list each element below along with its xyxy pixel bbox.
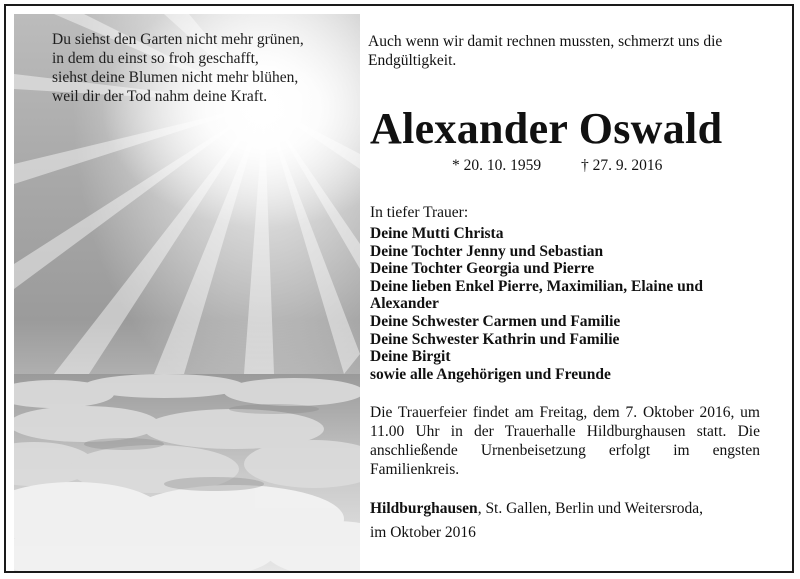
mourners-list: [370, 225, 756, 383]
place-rest: , St. Gallen, Berlin und Weitersroda,: [477, 500, 704, 517]
obituary-frame: [4, 4, 794, 573]
mourner-line: Deine lieben Enkel Pierre, Maximilian, Elaine und Alexander: [370, 277, 703, 313]
mourner-line: Deine Tochter Georgia und Pierre: [370, 260, 595, 278]
poem-line: weil dir der Tod nahm deine Kraft.: [52, 88, 268, 105]
place-date: im Oktober 2016: [370, 524, 476, 541]
mourner-line: Deine Mutti Christa: [370, 225, 504, 242]
mourner-line: Deine Schwester Carmen und Familie: [370, 312, 621, 330]
intro-text: Auch wenn wir damit rechnen mussten, schmerzt uns die Endgültigkeit.: [368, 33, 723, 69]
poem-line: in dem du einst so froh geschafft,: [52, 50, 259, 67]
place-and-date: [370, 497, 760, 545]
mourning-label: In tiefer Trauer:: [370, 204, 469, 221]
mourner-line: Deine Schwester Kathrin und Familie: [370, 330, 620, 348]
poem-line: siehst deine Blumen nicht mehr blühen,: [52, 69, 299, 86]
funeral-info: Die Trauerfeier findet am Freitag, dem 7. Oktober 2016, um 11.00 Uhr in der Trauerhalle Hildburghausen statt. Die anschließende Urnenbeisetzung erfolgt im engsten Familienkreis.: [370, 404, 760, 478]
poem-line: Du siehst den Garten nicht mehr grünen,: [52, 31, 304, 48]
place-town: Hildburghausen: [370, 500, 478, 517]
birth-date: * 20. 10. 1959: [452, 157, 542, 174]
mourner-line: Deine Birgit: [370, 348, 451, 366]
mourner-line: Deine Tochter Jenny und Sebastian: [370, 242, 604, 260]
death-date: † 27. 9. 2016: [581, 157, 663, 174]
sun-over-clouds-image: [14, 14, 360, 571]
life-dates: [452, 157, 662, 175]
deceased-name: Alexander Oswald: [370, 104, 723, 153]
mourner-line: sowie alle Angehörigen und Freunde: [370, 365, 611, 383]
poem: [52, 30, 304, 106]
obituary-text: [368, 32, 760, 541]
